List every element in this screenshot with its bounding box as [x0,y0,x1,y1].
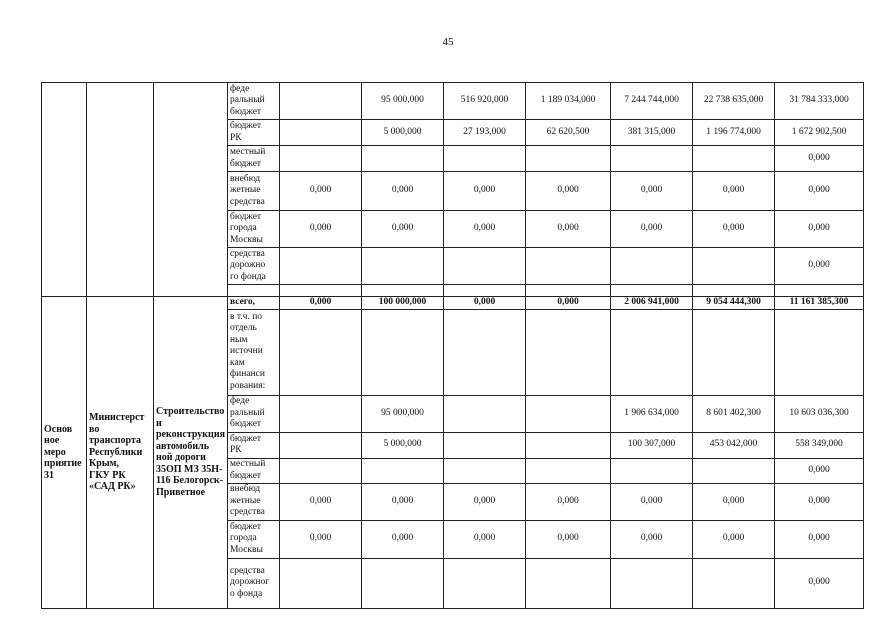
value-cell [444,458,526,483]
value-cell-spacer [280,285,362,297]
value-cell [526,558,611,608]
value-cell [280,458,362,483]
budget-table [41,82,864,609]
measure-cell: Основ ное меро приятие 31 [42,297,87,609]
value-cell: 0,000 [280,172,362,211]
value-cell: 27 193,000 [444,120,526,146]
funding-source-spacer [228,285,280,297]
funding-source: средства дорожно го фонда [228,248,280,285]
value-cell [444,146,526,172]
value-cell [280,146,362,172]
value-cell [611,309,693,395]
value-cell: 516 920,000 [444,83,526,120]
value-cell: 0,000 [775,483,864,520]
value-cell: 0,000 [526,483,611,520]
value-cell: 0,000 [775,458,864,483]
total-value-cell: 100 000,000 [362,297,444,310]
value-cell: 0,000 [362,211,444,248]
value-cell: 0,000 [526,172,611,211]
value-cell [280,309,362,395]
funding-source: бюджет города Москвы [228,520,280,558]
value-cell: 0,000 [444,520,526,558]
value-cell [693,309,775,395]
value-cell [280,83,362,120]
value-cell [611,558,693,608]
value-cell [693,458,775,483]
value-cell [775,309,864,395]
value-cell [280,558,362,608]
total-value-cell: 0,000 [280,297,362,310]
value-cell: 0,000 [693,483,775,520]
value-cell: 0,000 [526,520,611,558]
value-cell: 22 738 635,000 [693,83,775,120]
value-cell [526,309,611,395]
measure-cell-empty [42,83,87,297]
value-cell [526,432,611,458]
value-cell: 95 000,000 [362,395,444,432]
value-cell: 0,000 [362,520,444,558]
page-number: 45 [442,36,454,48]
executor-cell-empty [87,83,154,297]
value-cell: 1 672 902,500 [775,120,864,146]
value-cell [526,395,611,432]
funding-source: внебюд жетные средства [228,483,280,520]
value-cell: 10 603 036,300 [775,395,864,432]
value-cell [693,146,775,172]
value-cell-spacer [775,285,864,297]
value-cell [362,558,444,608]
value-cell [444,309,526,395]
value-cell: 0,000 [611,520,693,558]
value-cell-spacer [611,285,693,297]
value-cell [444,558,526,608]
object-cell-empty [154,83,228,297]
table-row [42,83,864,120]
value-cell: 0,000 [775,558,864,608]
value-cell: 0,000 [611,483,693,520]
value-cell [526,248,611,285]
value-cell: 0,000 [775,146,864,172]
value-cell: 0,000 [775,211,864,248]
value-cell [362,248,444,285]
value-cell: 453 042,000 [693,432,775,458]
value-cell [280,248,362,285]
value-cell: 0,000 [775,520,864,558]
value-cell: 0,000 [362,483,444,520]
value-cell: 0,000 [611,172,693,211]
funding-source: бюджет РК [228,120,280,146]
value-cell: 1 196 774,000 [693,120,775,146]
value-cell [362,458,444,483]
funding-source: бюджет города Москвы [228,211,280,248]
funding-source: внебюд жетные средства [228,172,280,211]
total-value-cell: 0,000 [526,297,611,310]
value-cell: 0,000 [526,211,611,248]
value-cell: 31 784 333,000 [775,83,864,120]
value-cell: 5 000,000 [362,120,444,146]
funding-source: бюджет РК [228,432,280,458]
value-cell: 95 000,000 [362,83,444,120]
value-cell [444,248,526,285]
value-cell: 558 349,000 [775,432,864,458]
value-cell: 1 906 634,000 [611,395,693,432]
value-cell: 8 601 402,300 [693,395,775,432]
total-value-cell: 9 054 444,300 [693,297,775,310]
value-cell: 5 000,000 [362,432,444,458]
funding-source: местный бюджет [228,146,280,172]
value-cell-spacer [693,285,775,297]
value-cell-spacer [526,285,611,297]
value-cell: 62 620,500 [526,120,611,146]
funding-source-total: всего, [228,297,280,310]
value-cell: 0,000 [693,520,775,558]
value-cell [526,146,611,172]
value-cell-spacer [362,285,444,297]
value-cell [280,432,362,458]
value-cell [280,120,362,146]
value-cell [362,146,444,172]
total-value-cell: 2 006 941,000 [611,297,693,310]
value-cell [611,248,693,285]
value-cell: 0,000 [444,211,526,248]
funding-source: средства дорожног о фонда [228,558,280,608]
value-cell [693,248,775,285]
value-cell: 0,000 [280,211,362,248]
value-cell [444,432,526,458]
value-cell: 100 307,000 [611,432,693,458]
funding-source: местный бюджет [228,458,280,483]
value-cell: 0,000 [444,172,526,211]
value-cell: 0,000 [775,248,864,285]
value-cell: 0,000 [362,172,444,211]
value-cell [362,309,444,395]
value-cell: 1 189 034,000 [526,83,611,120]
total-value-cell: 0,000 [444,297,526,310]
funding-source: феде ральный бюджет [228,83,280,120]
value-cell: 0,000 [444,483,526,520]
value-cell [611,146,693,172]
executor-cell: Министерст во транспорта Республики Крым, ГКУ РК «САД РК» [87,297,154,609]
value-cell [693,558,775,608]
value-cell: 0,000 [280,483,362,520]
funding-source: в т.ч. по отдель ным источни кам финанси рования: [228,309,280,395]
value-cell [611,458,693,483]
value-cell [444,395,526,432]
value-cell: 0,000 [611,211,693,248]
funding-source: феде ральный бюджет [228,395,280,432]
value-cell-spacer [444,285,526,297]
value-cell: 0,000 [693,172,775,211]
value-cell: 0,000 [775,172,864,211]
object-cell: Строительство и реконструкция автомобиль ной дороги 35ОП МЗ 35Н- 116 Белогорск- Приветное [154,297,228,609]
value-cell [280,395,362,432]
total-row [42,297,864,310]
value-cell: 0,000 [693,211,775,248]
value-cell: 0,000 [280,520,362,558]
value-cell [526,458,611,483]
value-cell: 7 244 744,000 [611,83,693,120]
value-cell: 381 315,000 [611,120,693,146]
total-value-cell: 11 161 385,300 [775,297,864,310]
